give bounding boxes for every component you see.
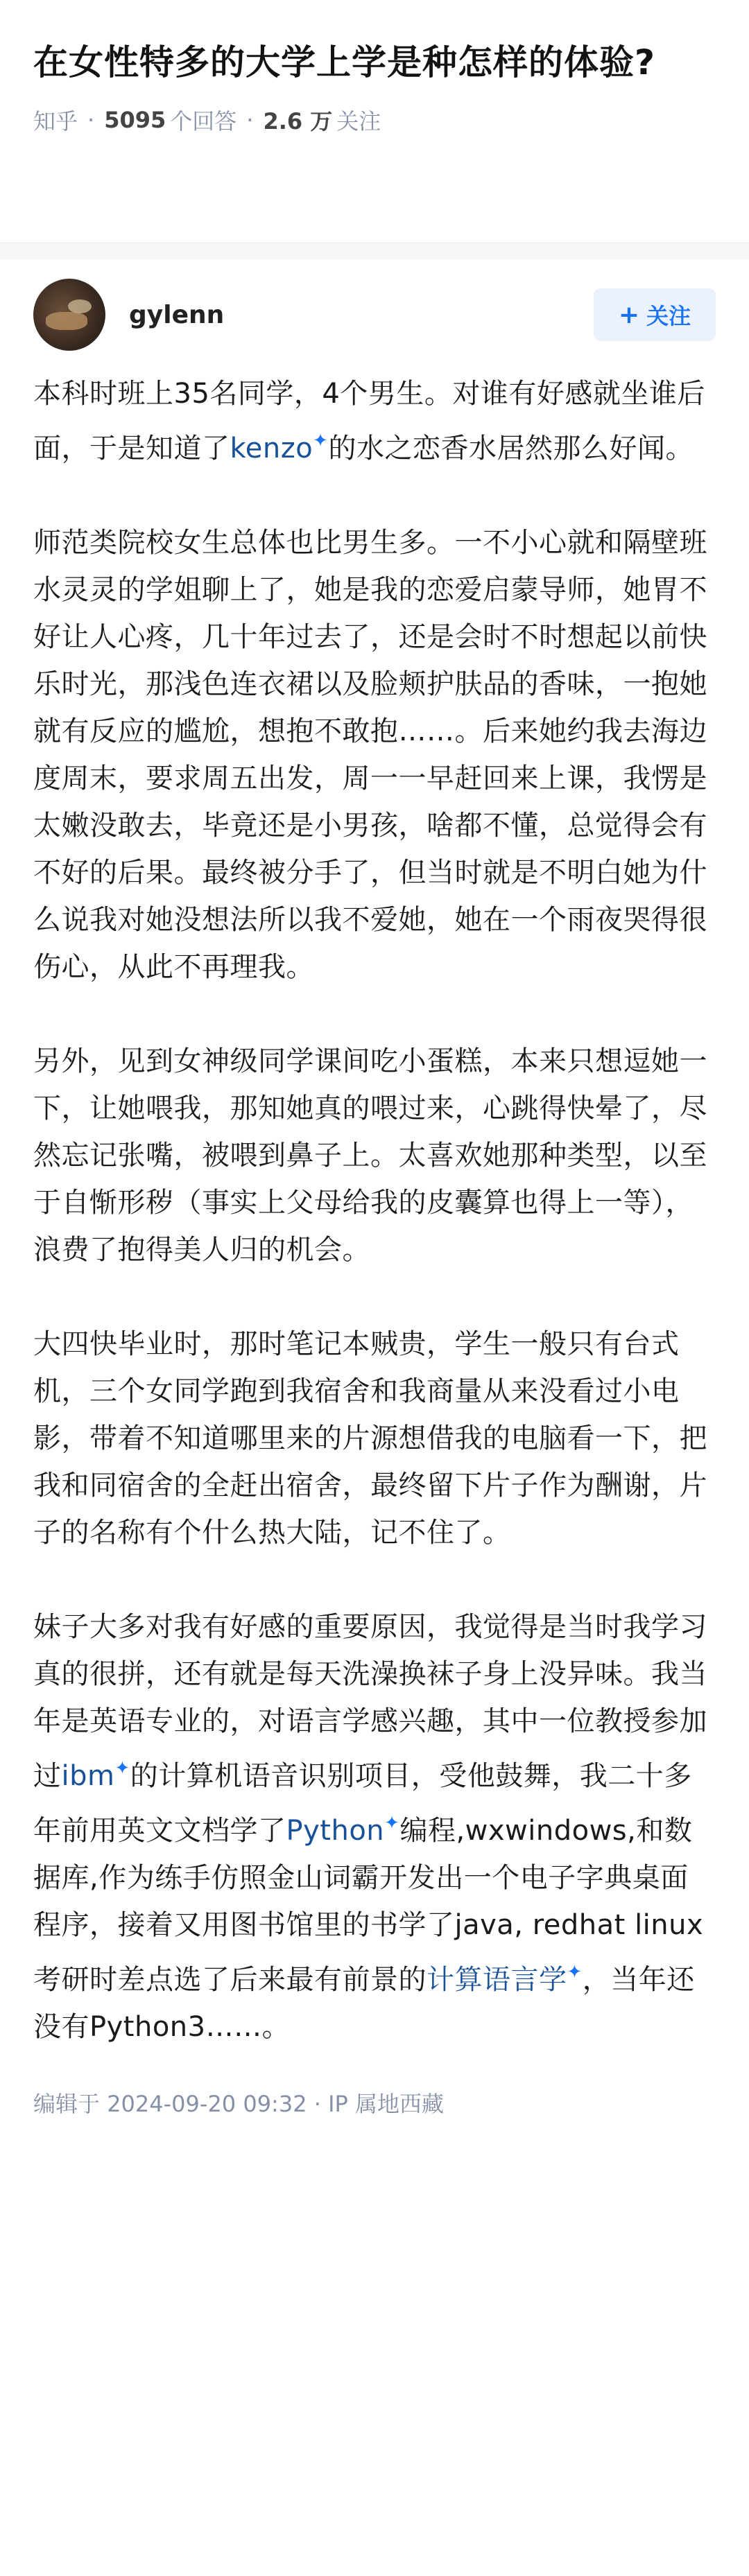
edited-label: 编辑于 [33, 2091, 101, 2117]
meta-separator: · [87, 107, 95, 133]
paragraph-text: 妹子大多对我有好感的重要原因，我觉得是当时我学习真的很拼，还有就是每天洗澡换袜子身上没异味。我当年是英语专业的，对语言学感兴趣，其中一位教授参加过ibm✦的计算机语音识别项目，受他鼓舞，我二十多年前用英文文档学了Python✦编程,wxwindows,和数据库,作为练手仿照金山词霸开发出一个电子字典桌面程序，接着又用图书馆里的书学了java, redhat linux考研时差点选了后来最有前景的计算语言学✦，当年还没有Python3……。 [33, 1611, 707, 2043]
answer-paragraph [33, 1603, 716, 2051]
plus-icon: + [618, 300, 640, 329]
section-divider [0, 243, 749, 259]
answer-body [0, 370, 749, 2051]
keyword-link[interactable]: kenzo [230, 433, 313, 464]
avatar-shape [46, 312, 87, 330]
follower-count-label: 关注 [336, 108, 381, 134]
keyword-link[interactable]: 计算语言学 [427, 1964, 567, 1996]
paragraph-text: 师范类院校女生总体也比男生多。一不小心就和隔壁班水灵灵的学姐聊上了，她是我的恋爱启蒙导师，她胃不好让人心疼，几十年过去了，还是会时不时想起以前快乐时光，那浅色连衣裙以及脸颊护肤品的香味，一抱她就有反应的尴尬，想抱不敢抱……。后来她约我去海边度周末，要求周五出发，周一一早赶回来上课，我愣是太嫩没敢去，毕竟还是小男孩，啥都不懂，总觉得会有不好的后果。最终被分手了，但当时就是不明白她为什么说我对她没想法所以我不爱她，她在一个雨夜哭得很伤心，从此不再理我。 [33, 527, 707, 983]
answer-footer [0, 2087, 749, 2118]
answer-paragraph [33, 1321, 716, 1556]
paragraph-text: 本科时班上35名同学，4个男生。对谁有好感就坐谁后面，于是知道了kenzo✦的水之恋香水居然那么好闻。 [33, 378, 705, 464]
ip-location: IP 属地西藏 [328, 2091, 444, 2117]
answer-count-label: 个回答 [170, 108, 237, 134]
answer-paragraph [33, 519, 716, 991]
question-meta [33, 104, 716, 136]
answer-paragraph [33, 370, 716, 472]
sparkle-icon: ✦ [114, 1758, 130, 1779]
question-header [0, 0, 749, 243]
author-row [0, 259, 749, 370]
follow-button-label: 关注 [646, 303, 691, 329]
sparkle-icon: ✦ [313, 430, 329, 451]
author-name[interactable]: gylenn [129, 300, 225, 329]
edited-time: 2024-09-20 09:32 [107, 2091, 307, 2117]
footer-separator: · [313, 2091, 329, 2117]
source-label: 知乎 [33, 108, 78, 134]
answer-count: 5095 [104, 107, 166, 133]
sparkle-icon: ✦ [567, 1962, 583, 1983]
avatar-shape [68, 299, 92, 313]
keyword-link[interactable]: Python [286, 1815, 385, 1847]
paragraph-text: 大四快毕业时，那时笔记本贼贵，学生一般只有台式机，三个女同学跑到我宿舍和我商量从来没看过小电影，带着不知道哪里来的片源想借我的电脑看一下，把我和同宿舍的全赶出宿舍，最终留下片子作为酬谢，片子的名称有个什么热大陆，记不住了。 [33, 1328, 707, 1549]
keyword-link[interactable]: ibm [61, 1760, 115, 1792]
follow-button[interactable] [594, 288, 716, 341]
answer-paragraph [33, 1038, 716, 1273]
meta-separator: · [246, 107, 254, 133]
follower-count: 2.6 万 [263, 108, 333, 134]
avatar[interactable] [33, 279, 105, 351]
question-title[interactable]: 在女性特多的大学上学是种怎样的体验? [33, 42, 656, 82]
sparkle-icon: ✦ [384, 1813, 400, 1834]
paragraph-text: 另外，见到女神级同学课间吃小蛋糕，本来只想逗她一下，让她喂我，那知她真的喂过来，心跳得快晕了，尽然忘记张嘴，被喂到鼻子上。太喜欢她那种类型，以至于自惭形秽（事实上父母给我的皮囊算也得上一等），浪费了抱得美人归的机会。 [33, 1045, 707, 1266]
